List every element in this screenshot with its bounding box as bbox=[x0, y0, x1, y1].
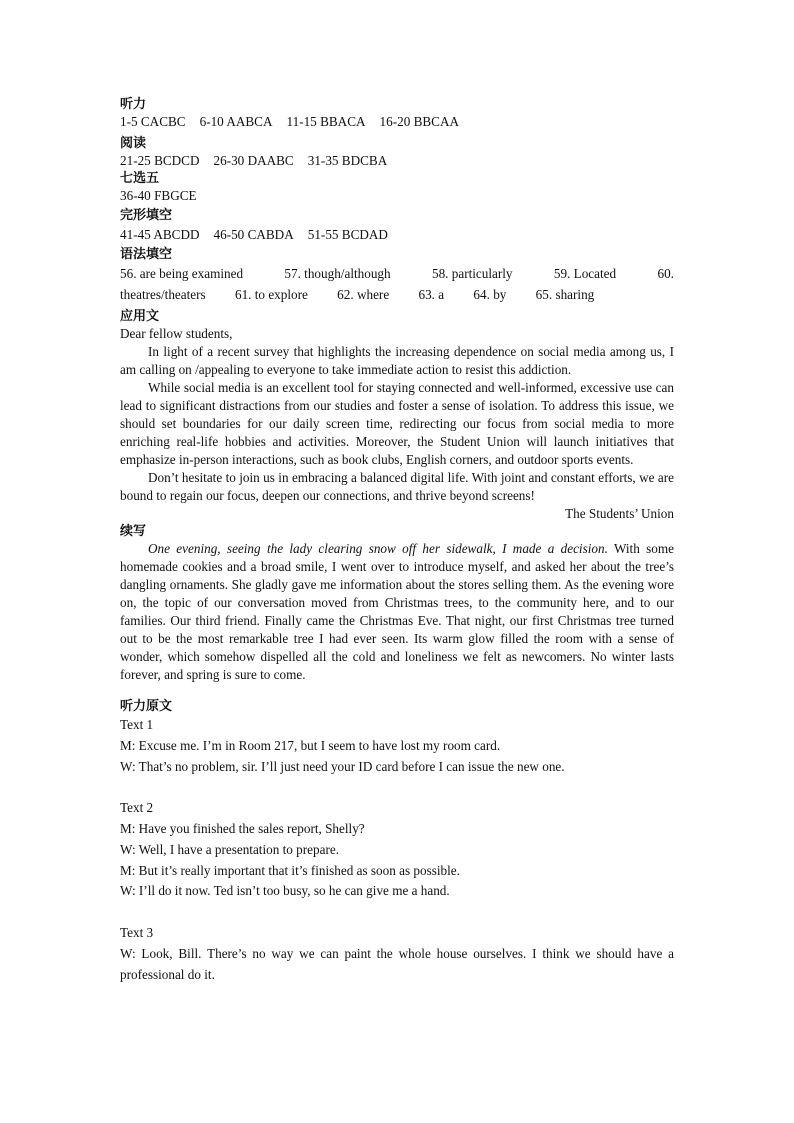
answer-group: 1-5 CACBC bbox=[120, 114, 186, 129]
section-heading-cloze: 完形填空 bbox=[120, 208, 173, 223]
listening-answers bbox=[120, 113, 674, 131]
grammar-answer: 59. Located bbox=[553, 266, 617, 281]
answer-group: 21-25 BCDCD bbox=[120, 153, 200, 168]
answer-group: 11-15 BBACA bbox=[286, 114, 366, 129]
grammar-answers bbox=[120, 263, 674, 305]
grammar-answer: 58. particularly bbox=[431, 266, 513, 281]
section-heading-reading: 阅读 bbox=[120, 136, 147, 151]
answer-group: 26-30 DAABC bbox=[213, 153, 294, 168]
grammar-answer: 64. by bbox=[473, 287, 507, 302]
letter-signature: The Students’ Union bbox=[565, 506, 674, 521]
grammar-answer: 57. though/although bbox=[284, 266, 391, 281]
section-heading-continuation: 续写 bbox=[120, 524, 147, 539]
transcript-line: W: That’s no problem, sir. I’ll just need your ID card before I can issue the new one. bbox=[120, 758, 565, 774]
transcript-line: W: I’ll do it now. Ted isn’t too busy, so he can give me a hand. bbox=[120, 883, 450, 899]
answer-key-page bbox=[120, 96, 674, 985]
grammar-answer: 60. bbox=[657, 266, 674, 281]
transcript-text-title: Text 2 bbox=[120, 800, 154, 816]
letter-paragraph: In light of a recent survey that highlights the increasing dependence on social media among us, I am calling on /appealing to everyone to take immediate action to resist this addiction. bbox=[120, 344, 674, 377]
answer-group: 31-35 BDCBA bbox=[307, 153, 388, 168]
continuation-body: With some homemade cookies and a broad smile, I went over to introduce myself, and asked her about the tree’s dangling ornaments. She gladly gave me information about the stores selling them. As the evening wore on, the topic of our conversation moved from Christmas trees, to the community here, and to our families. Our third friend. Finally came the Christmas Eve. That night, our first Christmas tree turned out to be the most remarkable tree I had ever seen. Its warm glow filled the room with a sense of wonder, which somehow dispelled all the cold and loneliness we felt as newcomers. No winter lasts forever, and spring is sure to come. bbox=[120, 541, 674, 682]
transcript-text-title: Text 1 bbox=[120, 717, 154, 732]
letter-paragraph: While social media is an excellent tool for staying connected and well-informed, excessive use can lead to significant distractions from our studies and foster a sense of isolation. To address this issue, we should set boundaries for our daily screen time, redirecting our focus from social media to more enriching real-life hobbies and activities. Moreover, the Student Union will launch initiatives that emphasize in-person interactions, such as book clubs, English corners, and outdoor sports events. bbox=[120, 380, 674, 467]
reading-answers bbox=[120, 152, 674, 170]
answer-group: 41-45 ABCDD bbox=[120, 227, 200, 242]
section-heading-grammar: 语法填空 bbox=[120, 247, 173, 262]
section-heading-transcript: 听力原文 bbox=[120, 699, 173, 714]
section-heading-applied-writing: 应用文 bbox=[120, 309, 160, 324]
transcript bbox=[120, 715, 674, 985]
grammar-answer: 56. are being examined bbox=[120, 266, 244, 281]
grammar-answer: 65. sharing bbox=[535, 287, 595, 302]
grammar-answer: 63. a bbox=[418, 287, 445, 302]
grammar-answer: theatres/theaters bbox=[120, 287, 206, 302]
grammar-line bbox=[120, 284, 674, 305]
transcript-line: W: Well, I have a presentation to prepare. bbox=[120, 841, 340, 857]
cloze-answers bbox=[120, 226, 674, 244]
grammar-answer: 61. to explore bbox=[234, 287, 308, 302]
letter-paragraph: Don’t hesitate to join us in embracing a balanced digital life. With joint and constant efforts, we are bound to regain our focus, deepen our connections, and thrive beyond screens! bbox=[120, 470, 674, 503]
answer-group: 46-50 CABDA bbox=[213, 227, 294, 242]
transcript-line: W: Look, Bill. There’s no way we can paint the whole house ourselves. I think we should have a professional do it. bbox=[120, 945, 674, 982]
continuation-paragraph bbox=[120, 540, 674, 684]
grammar-line bbox=[120, 263, 674, 284]
transcript-line: M: But it’s really important that it’s finished as soon as possible. bbox=[120, 862, 460, 878]
grammar-answer: 62. where bbox=[337, 287, 390, 302]
seven-five-answers bbox=[120, 187, 674, 205]
answer-group: 6-10 AABCA bbox=[199, 114, 273, 129]
letter-greeting: Dear fellow students, bbox=[120, 326, 233, 341]
transcript-line: M: Have you finished the sales report, Shelly? bbox=[120, 820, 365, 836]
answer-group: 16-20 BBCAA bbox=[379, 114, 460, 129]
answer-group: 36-40 FBGCE bbox=[120, 188, 197, 203]
section-heading-seven-five: 七选五 bbox=[120, 171, 160, 186]
transcript-text-title: Text 3 bbox=[120, 924, 154, 940]
answer-group: 51-55 BCDAD bbox=[307, 227, 388, 242]
section-heading-listening: 听力 bbox=[120, 97, 147, 112]
continuation-opening: One evening, seeing the lady clearing snow off her sidewalk, I made a decision. bbox=[148, 541, 608, 556]
transcript-line: M: Excuse me. I’m in Room 217, but I seem to have lost my room card. bbox=[120, 737, 501, 753]
